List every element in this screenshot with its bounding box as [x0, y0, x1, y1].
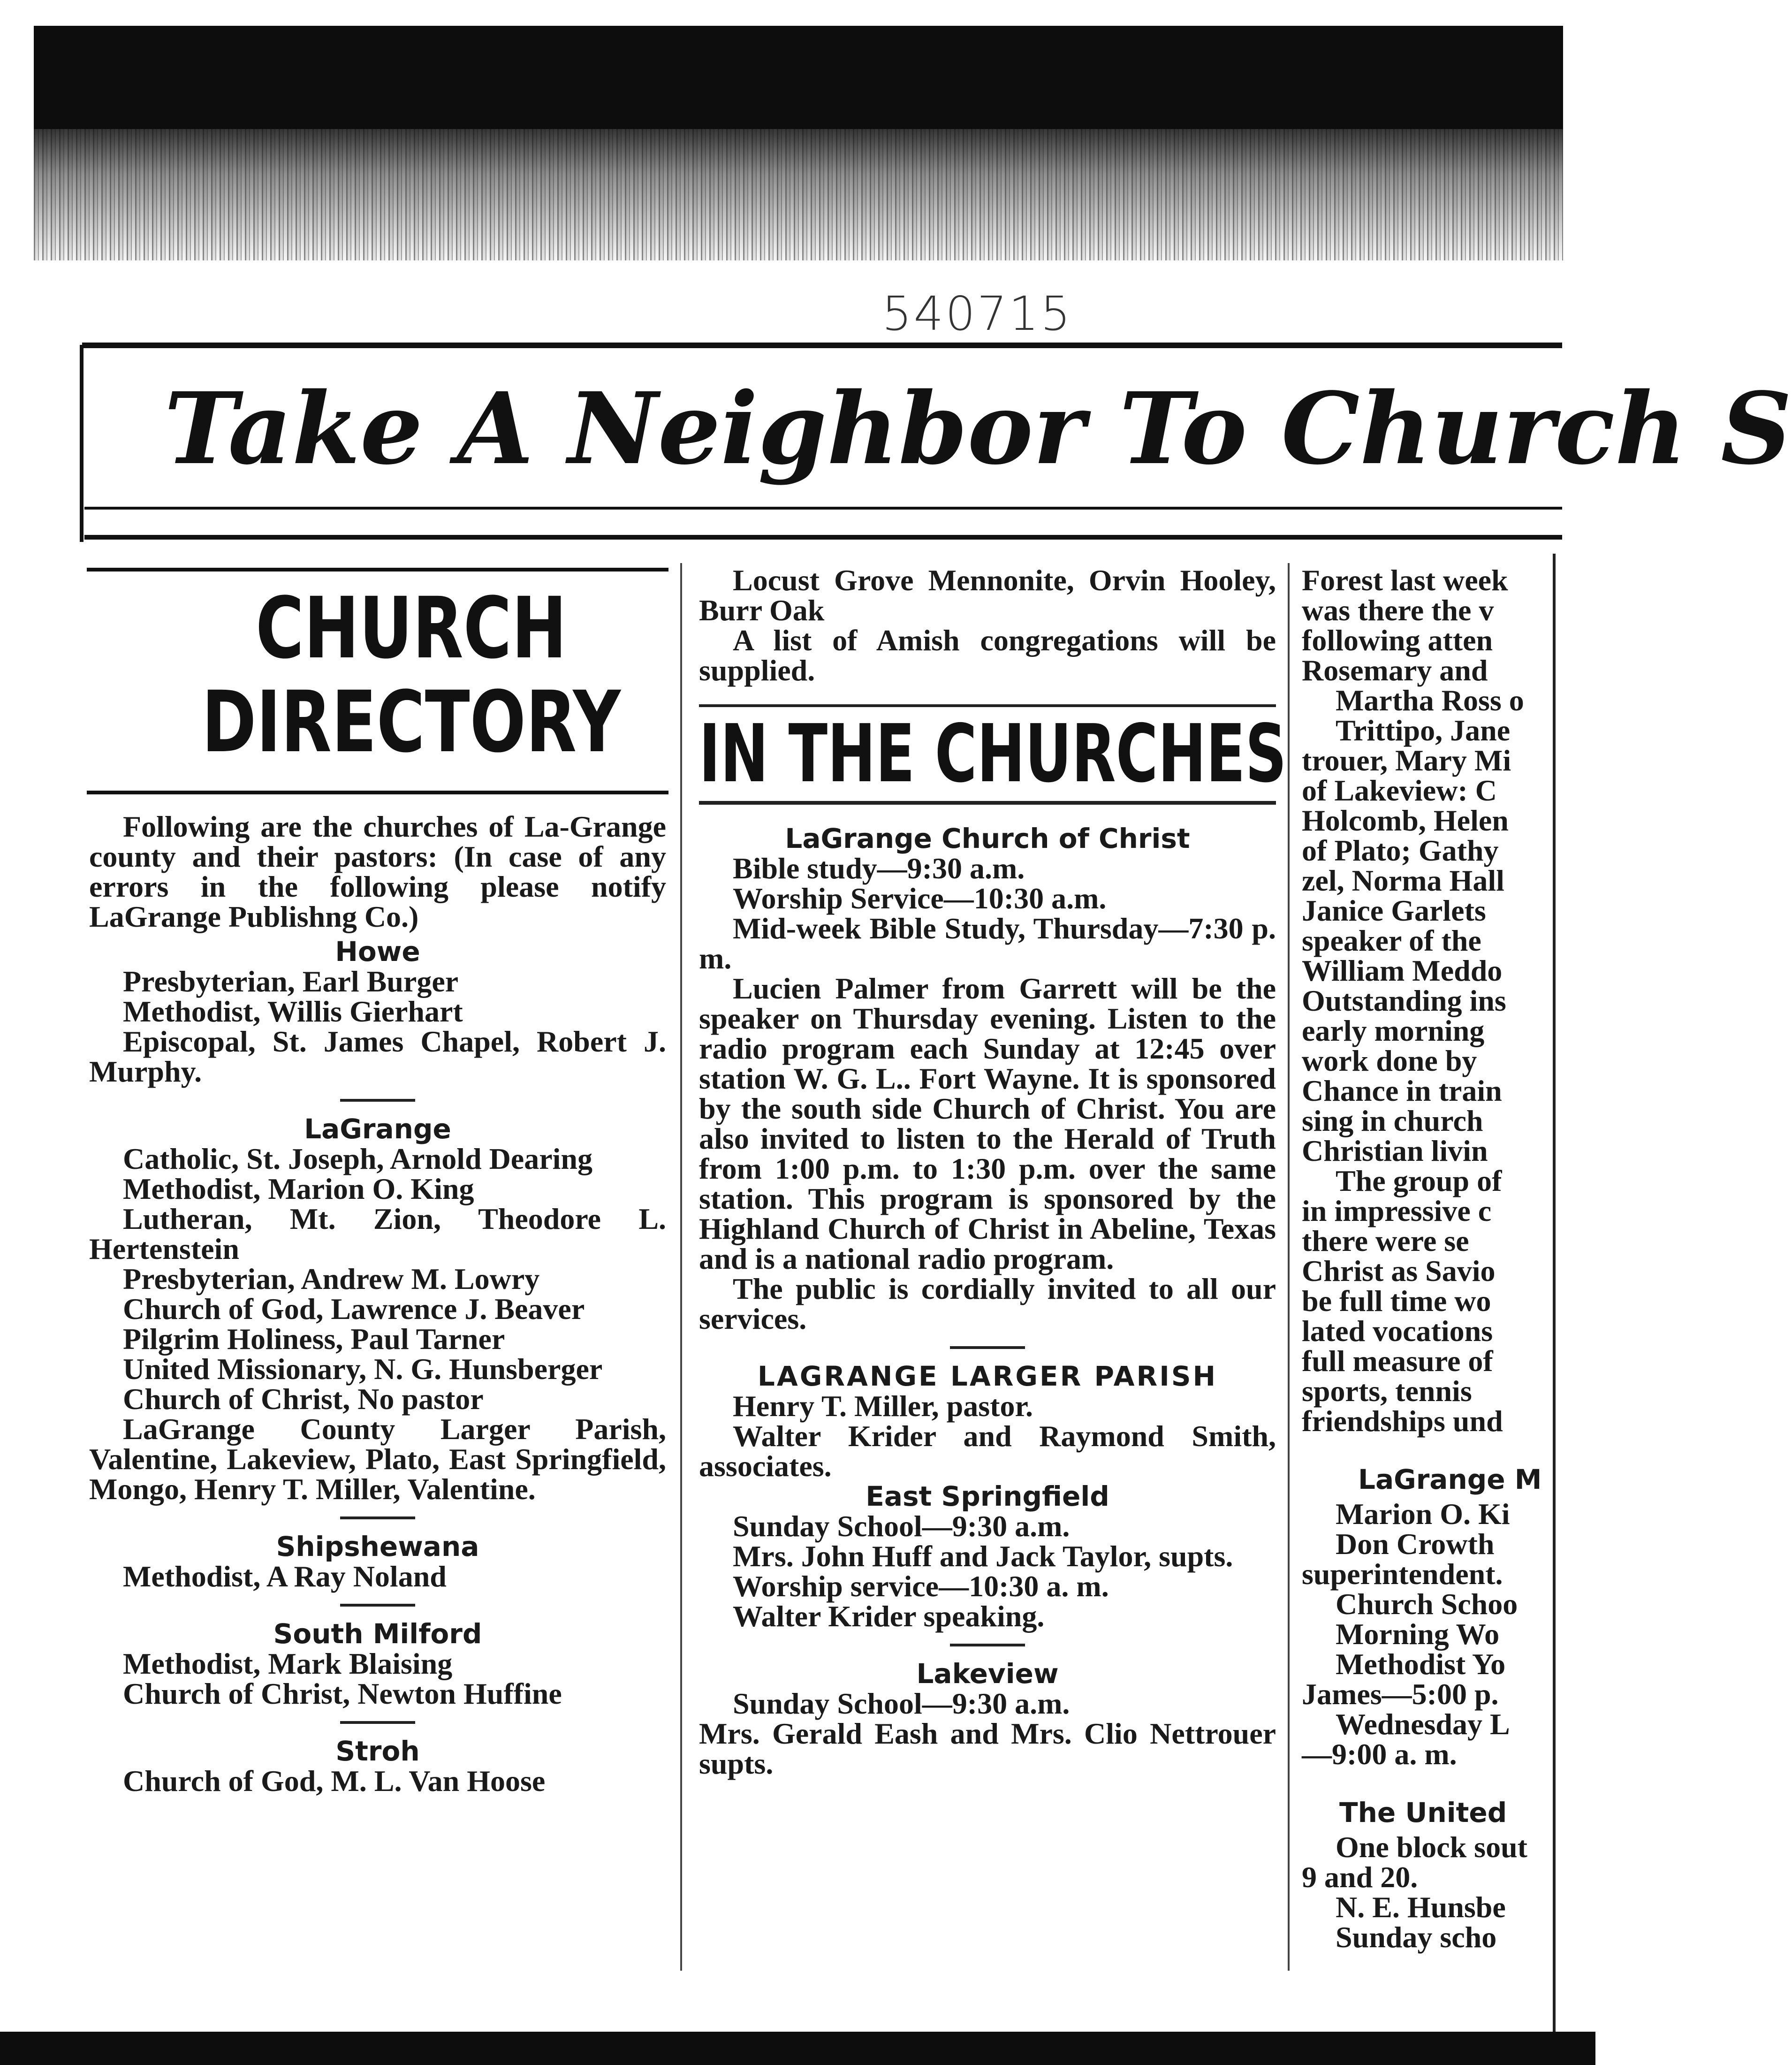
church-directory-column: [89, 812, 666, 1985]
entry: Methodist, A Ray Noland: [123, 1560, 447, 1593]
section-stroh: Stroh: [335, 1735, 420, 1767]
fragment-line: was there the v: [1302, 594, 1494, 627]
col2-heading-rule: [699, 801, 1276, 805]
entry: Lutheran, Mt. Zion, Theodore L. Hertenstein: [89, 1202, 666, 1265]
fragment-line: Marion O. Ki: [1336, 1497, 1510, 1531]
fragment-line: be full time wo: [1302, 1284, 1491, 1318]
fragment-line: trouer, Mary Mi: [1302, 744, 1511, 777]
section-shipshewana: Shipshewana: [276, 1531, 479, 1562]
fragment-line: N. E. Hunsbe: [1336, 1890, 1506, 1924]
fragment-line: work done by: [1302, 1044, 1477, 1077]
section-south-milford: South Milford: [273, 1618, 482, 1650]
entry: Pilgrim Holiness, Paul Tarner: [123, 1322, 505, 1356]
fragment-line: Christian livin: [1302, 1134, 1488, 1167]
schedule-line: Sunday School—9:30 a.m.: [733, 1509, 1070, 1543]
fragment-line: Chance in train: [1302, 1074, 1502, 1107]
section-divider: [950, 1346, 1025, 1349]
fragment-line: zel, Norma Hall: [1302, 864, 1504, 897]
fragment-line: superintendent.: [1302, 1557, 1503, 1591]
scan-bottom-band: [0, 2032, 1595, 2065]
schedule-line: Worship service—10:30 a. m.: [733, 1570, 1109, 1603]
fragment-line: lated vocations: [1302, 1314, 1493, 1348]
section-divider: [340, 1516, 415, 1519]
church-paragraph: Lucien Palmer from Garrett will be the speaker on Thursday evening. Listen to the radio program each Sunday at 12:45 over station W. G. L.. Fort Wayne. It is sponsored by the south side Church of Christ. You are also invited to listen to the Herald of Truth from 1:00 p.m. to 1:30 p.m. over the same station. This program is sponsored by the Highland Church of Christ in Abeline, Texas and is a national radio program.: [699, 972, 1276, 1275]
col1-heading-rule: [87, 791, 668, 794]
scan-noise-fade: [34, 129, 1563, 260]
directory-intro: Following are the churches of La-Grange county and their pastors: (In case of any errors in the following please notify LaGrange Publishng Co.): [89, 810, 666, 933]
entry: Methodist, Marion O. King: [123, 1172, 474, 1205]
schedule-line: Mrs. Gerald Eash and Mrs. Clio Nettrouer supts.: [699, 1717, 1276, 1780]
section-divider: [340, 1721, 415, 1724]
entry: Church of God, Lawrence J. Beaver: [123, 1292, 585, 1326]
page-margin: [0, 0, 34, 2032]
fragment-line: friendships und: [1302, 1404, 1503, 1438]
fragment-line: Methodist Yo: [1336, 1647, 1506, 1681]
entry: LaGrange County Larger Parish, Valentine, Lakeview, Plato, East Springfield, Mongo, Henry T. Miller, Valentine.: [89, 1412, 666, 1506]
fragment-line: Christ as Savio: [1302, 1254, 1496, 1288]
fragment-line: Martha Ross o: [1336, 684, 1524, 717]
section-divider: [950, 1644, 1025, 1646]
fragment-line: Outstanding ins: [1302, 984, 1506, 1017]
entry: Presbyterian, Andrew M. Lowry: [123, 1262, 540, 1295]
banner: [80, 357, 1792, 497]
in-the-churches-heading-wrap: [699, 708, 1287, 801]
schedule-line: Sunday School—9:30 a.m.: [733, 1687, 1070, 1720]
schedule-line: Worship Service—10:30 a.m.: [733, 882, 1107, 915]
fragment-line: Wednesday L: [1336, 1707, 1510, 1741]
fragment-line: Rosemary and: [1302, 654, 1488, 687]
church-heading: CHURCH: [256, 579, 567, 678]
fragment-line: James—5:00 p.: [1302, 1677, 1499, 1711]
fragment-line: early morning: [1302, 1014, 1485, 1047]
schedule-line: Mrs. John Huff and Jack Taylor, supts.: [733, 1539, 1233, 1573]
right-edge-rule: [1553, 554, 1556, 2032]
fragment-line: Trittipo, Jane: [1336, 714, 1511, 747]
amish-note: A list of Amish congregations will be supplied.: [699, 624, 1276, 687]
column-divider-1: [680, 563, 682, 1971]
banner-title: Take A Neighbor To Church S: [164, 371, 1792, 487]
entry: Episcopal, St. James Chapel, Robert J. Murphy.: [89, 1025, 666, 1088]
fragment-line: following atten: [1302, 624, 1493, 657]
fragment-line: The group of: [1336, 1164, 1502, 1197]
fragment-line: 9 and 20.: [1302, 1860, 1418, 1894]
fragment-line: of Plato; Gathy: [1302, 834, 1499, 867]
fragment-line: in impressive c: [1302, 1194, 1492, 1227]
entry: Catholic, St. Joseph, Arnold Dearing: [123, 1142, 592, 1175]
schedule-line: Mid-week Bible Study, Thursday—7:30 p. m.: [699, 912, 1276, 975]
fragment-line: Don Crowth: [1336, 1527, 1495, 1561]
col2-top-divider: [699, 704, 1276, 707]
column-divider-2: [1288, 563, 1290, 1971]
fragment-line: there were se: [1302, 1224, 1469, 1257]
church-paragraph: The public is cordially invited to all our services.: [699, 1272, 1276, 1335]
right-column-fragment: [1302, 565, 1553, 2029]
in-the-churches-column: [699, 564, 1287, 1973]
east-springfield-title: East Springfield: [866, 1480, 1109, 1512]
fragment-subhead: LaGrange M: [1358, 1463, 1542, 1495]
scan-dark-band: [34, 26, 1563, 129]
lakeview-title: Lakeview: [916, 1658, 1059, 1690]
section-divider: [340, 1099, 415, 1102]
fragment-line: Forest last week: [1302, 564, 1508, 597]
fragment-line: One block sout: [1336, 1830, 1527, 1864]
section-howe: Howe: [335, 936, 420, 968]
fragment-line: speaker of the: [1302, 924, 1481, 957]
entry: Church of Christ, No pastor: [123, 1382, 484, 1416]
entry: United Missionary, N. G. Hunsberger: [123, 1352, 603, 1386]
handwritten-date-note: 540715: [882, 286, 1072, 341]
section-lagrange: LaGrange: [304, 1113, 451, 1145]
parish-associates: Walter Krider and Raymond Smith, associates.: [699, 1419, 1276, 1483]
schedule-line: Bible study—9:30 a.m.: [733, 852, 1025, 885]
directory-heading: DIRECTORY: [202, 673, 621, 771]
parish-title: LAGRANGE LARGER PARISH: [757, 1360, 1218, 1392]
parish-pastor: Henry T. Miller, pastor.: [733, 1389, 1033, 1423]
banner-top-rule: [82, 343, 1562, 348]
entry: Presbyterian, Earl Burger: [123, 965, 459, 998]
col1-top-rule: [87, 568, 668, 571]
locust-grove-entry: Locust Grove Mennonite, Orvin Hooley, Burr Oak: [699, 564, 1276, 627]
fragment-line: sing in church: [1302, 1104, 1483, 1137]
entry: Church of Christ, Newton Huffine: [123, 1677, 562, 1710]
fragment-line: William Meddo: [1302, 954, 1503, 987]
fragment-line: —9:00 a. m.: [1302, 1737, 1457, 1771]
banner-bottom-rule-2: [84, 535, 1562, 540]
col1-heading: [202, 579, 624, 784]
schedule-line: Walter Krider speaking.: [733, 1600, 1045, 1633]
fragment-line: Morning Wo: [1336, 1617, 1500, 1651]
fragment-line: full measure of: [1302, 1344, 1493, 1378]
fragment-line: Janice Garlets: [1302, 894, 1486, 927]
in-the-churches-heading: IN THE CHURCHES: [699, 708, 1287, 800]
fragment-line: Sunday scho: [1336, 1920, 1497, 1954]
fragment-line: Church Schoo: [1336, 1587, 1518, 1621]
fragment-line: sports, tennis: [1302, 1374, 1472, 1408]
fragment-subhead: The United: [1339, 1797, 1507, 1829]
section-divider: [340, 1604, 415, 1607]
entry: Church of God, M. L. Van Hoose: [123, 1764, 546, 1798]
church-of-christ-title: LaGrange Church of Christ: [785, 823, 1190, 854]
fragment-line: of Lakeview: C: [1302, 774, 1497, 807]
entry: Methodist, Mark Blaising: [123, 1647, 453, 1680]
banner-bottom-rule-1: [84, 507, 1562, 510]
fragment-line: Holcomb, Helen: [1302, 804, 1509, 837]
entry: Methodist, Willis Gierhart: [123, 995, 463, 1028]
